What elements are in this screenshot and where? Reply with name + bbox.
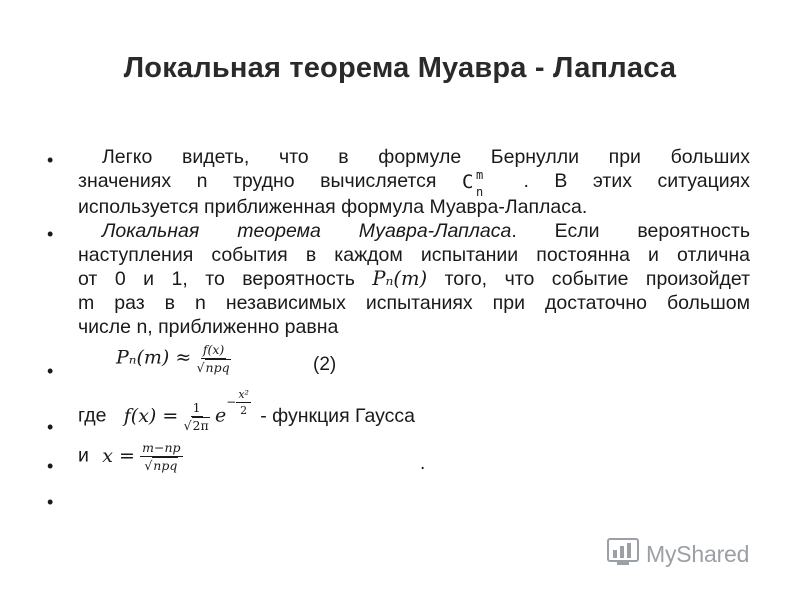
euler-e: e bbox=[215, 404, 227, 427]
formula-1-lhs: Pₙ(m) ≈ bbox=[116, 346, 192, 369]
formula-3-lhs: x = bbox=[102, 444, 135, 467]
p1-line-1: Легко видеть, что в формуле Бернулли при больших bbox=[102, 146, 750, 168]
gauss-exponent: − $\frac{\text{x²}}{2}$ bbox=[226, 388, 249, 417]
bullet-4: • bbox=[47, 417, 54, 437]
bullet-3: • bbox=[47, 361, 54, 381]
formula-number: (2) bbox=[313, 354, 337, 375]
pn-m-math: Pₙ(m) bbox=[372, 267, 428, 290]
p2-line-5: числе n, приближенно равна bbox=[78, 316, 339, 338]
formula-3-fraction: $\frac{m-np}{\text{√npq}}$ bbox=[142, 440, 181, 473]
p2-line-1: Локальная теорема Муавра-Лапласа. Если вероятность bbox=[102, 220, 751, 242]
slide-title: Локальная теорема Муавра - Лапласа bbox=[123, 52, 677, 84]
formula-2-fraction: $\frac{1}{√2\pi}$ bbox=[183, 400, 209, 433]
logo-text: MyShared bbox=[646, 540, 750, 567]
bar-chart-icon bbox=[606, 537, 640, 572]
p1-line-2: значениях n трудно вычисляется C m n . В этих ситуациях bbox=[78, 168, 750, 199]
gauss-label: - функция Гаусса bbox=[260, 404, 416, 427]
bullet-5: • bbox=[47, 456, 54, 476]
p2-line-4: m раз в n независимых испытаниях при достаточно большом bbox=[78, 292, 750, 314]
p2-line-2: наступления события в каждом испытании постоянна и отлична bbox=[78, 244, 750, 266]
bullet-1: • bbox=[47, 150, 54, 170]
formula-3: и x = $\frac{m-np}{\text{√npq}}$ bbox=[78, 440, 181, 473]
watermark-logo bbox=[606, 539, 749, 569]
p1-line-3: используется приближенная формула Муавра-Лапласа. bbox=[78, 196, 588, 218]
theorem-name: Локальная теорема Муавра-Лапласа bbox=[102, 220, 512, 242]
formula-1-fraction: $\frac{f(x)}{\text{√npq}}$ bbox=[196, 342, 230, 375]
paragraph-2 bbox=[78, 219, 750, 339]
formula-2-lhs: f(x) = bbox=[123, 404, 179, 427]
binomial-coefficient: C m n bbox=[461, 168, 484, 199]
bullet-2: • bbox=[47, 224, 54, 244]
formula-2: где f(x) = $\frac{1}{√2\pi}$ e− $\frac{\text{x²}}{2}$ - функция Гаусса bbox=[78, 388, 416, 433]
formula-1 bbox=[116, 342, 231, 375]
bullet-6: • bbox=[47, 492, 54, 512]
p2-line-3: от 0 и 1, то вероятность Pₙ(m) того, что событие произойдет bbox=[78, 267, 751, 290]
trailing-dot: . bbox=[420, 453, 426, 474]
paragraph-1 bbox=[78, 145, 750, 219]
